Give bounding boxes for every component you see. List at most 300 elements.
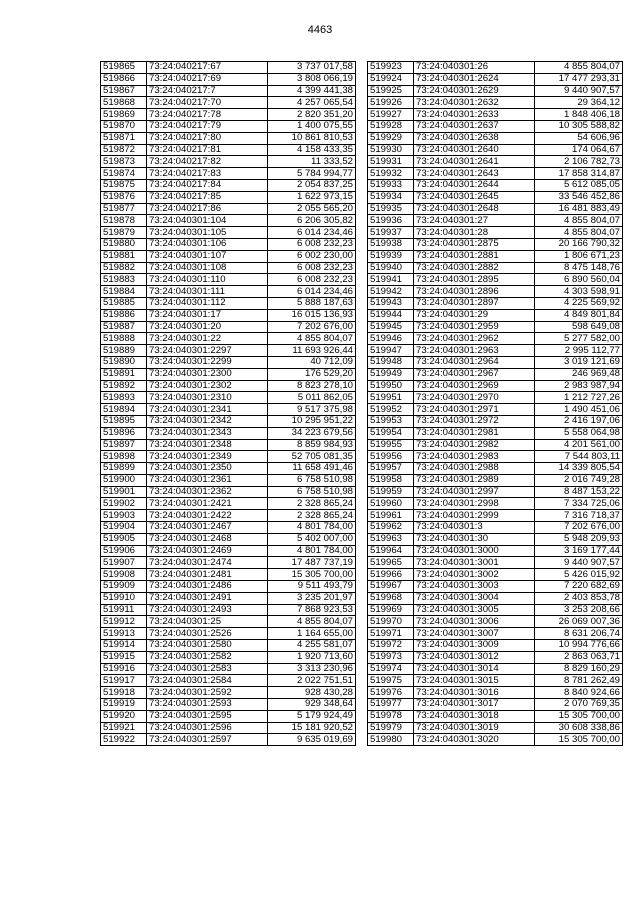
table-row (368, 73, 623, 85)
cadastral-number-cell: 73:24:040301:3012 (414, 651, 535, 663)
row-number-cell: 519884 (101, 286, 147, 298)
cadastral-number-cell: 73:24:040301:2896 (414, 286, 535, 298)
cadastral-number-cell: 73:24:040301:28 (414, 227, 535, 239)
cadastral-value-cell: 6 008 232,23 (268, 274, 356, 286)
cadastral-number-cell: 73:24:040301:2637 (414, 120, 535, 132)
cadastral-number-cell: 73:24:040301:3015 (414, 675, 535, 687)
row-number-cell: 519867 (101, 85, 147, 97)
cadastral-number-cell: 73:24:040301:30 (414, 533, 535, 545)
cadastral-value-cell: 4 201 561,00 (535, 439, 623, 451)
cadastral-value-cell: 15 305 700,00 (268, 569, 356, 581)
row-number-cell: 519919 (101, 699, 147, 711)
cadastral-number-cell: 73:24:040301:2967 (414, 368, 535, 380)
table-row (368, 215, 623, 227)
row-number-cell: 519980 (368, 734, 414, 746)
cadastral-number-cell: 73:24:040217:80 (147, 132, 268, 144)
row-number-cell: 519895 (101, 415, 147, 427)
cadastral-number-cell: 73:24:040301:2592 (147, 687, 268, 699)
cadastral-value-cell: 4 855 804,07 (268, 333, 356, 345)
cadastral-value-cell: 17 858 314,87 (535, 168, 623, 180)
cadastral-value-cell: 4 855 804,07 (535, 62, 623, 74)
table-row (101, 144, 356, 156)
cadastral-value-cell: 7 220 682,69 (535, 581, 623, 593)
cadastral-number-cell: 73:24:040301:2964 (414, 356, 535, 368)
cadastral-number-cell: 73:24:040217:67 (147, 62, 268, 74)
row-number-cell: 519925 (368, 85, 414, 97)
cadastral-value-cell: 15 181 920,52 (268, 722, 356, 734)
cadastral-number-cell: 73:24:040217:82 (147, 156, 268, 168)
row-number-cell: 519977 (368, 699, 414, 711)
cadastral-number-cell: 73:24:040301:2982 (414, 439, 535, 451)
row-number-cell: 519914 (101, 640, 147, 652)
table-row (368, 333, 623, 345)
table-row (368, 368, 623, 380)
table-row (101, 215, 356, 227)
cadastral-number-cell: 73:24:040301:2643 (414, 168, 535, 180)
row-number-cell: 519878 (101, 215, 147, 227)
table-row (101, 699, 356, 711)
table-row (101, 663, 356, 675)
row-number-cell: 519966 (368, 569, 414, 581)
registry-table-left-body (101, 62, 356, 746)
cadastral-value-cell: 7 334 725,06 (535, 498, 623, 510)
row-number-cell: 519871 (101, 132, 147, 144)
cadastral-value-cell: 2 328 865,24 (268, 498, 356, 510)
row-number-cell: 519911 (101, 604, 147, 616)
row-number-cell: 519961 (368, 510, 414, 522)
cadastral-number-cell: 73:24:040301:2997 (414, 486, 535, 498)
table-row (368, 451, 623, 463)
table-row (368, 592, 623, 604)
cadastral-value-cell: 17 487 737,19 (268, 557, 356, 569)
cadastral-value-cell: 11 658 491,46 (268, 463, 356, 475)
row-number-cell: 519970 (368, 616, 414, 628)
cadastral-number-cell: 73:24:040301:2644 (414, 179, 535, 191)
row-number-cell: 519916 (101, 663, 147, 675)
table-row (368, 663, 623, 675)
cadastral-number-cell: 73:24:040301:3006 (414, 616, 535, 628)
cadastral-number-cell: 73:24:040301:2342 (147, 415, 268, 427)
row-number-cell: 519944 (368, 309, 414, 321)
row-number-cell: 519906 (101, 545, 147, 557)
table-row (368, 581, 623, 593)
table-row (101, 734, 356, 746)
row-number-cell: 519887 (101, 321, 147, 333)
table-row (368, 474, 623, 486)
cadastral-number-cell: 73:24:040301:3005 (414, 604, 535, 616)
cadastral-number-cell: 73:24:040301:2963 (414, 345, 535, 357)
cadastral-number-cell: 73:24:040301:2983 (414, 451, 535, 463)
cadastral-number-cell: 73:24:040301:2493 (147, 604, 268, 616)
table-row (101, 380, 356, 392)
table-row (101, 427, 356, 439)
cadastral-number-cell: 73:24:040301:3 (414, 522, 535, 534)
row-number-cell: 519920 (101, 710, 147, 722)
table-row (368, 498, 623, 510)
table-row (101, 486, 356, 498)
row-number-cell: 519943 (368, 297, 414, 309)
registry-table-left (100, 61, 356, 746)
cadastral-value-cell: 34 223 679,56 (268, 427, 356, 439)
row-number-cell: 519932 (368, 168, 414, 180)
cadastral-value-cell: 16 481 883,49 (535, 203, 623, 215)
cadastral-value-cell: 4 801 784,00 (268, 522, 356, 534)
row-number-cell: 519972 (368, 640, 414, 652)
table-row (368, 569, 623, 581)
row-number-cell: 519886 (101, 309, 147, 321)
table-row (101, 545, 356, 557)
row-number-cell: 519936 (368, 215, 414, 227)
row-number-cell: 519942 (368, 286, 414, 298)
cadastral-value-cell: 8 859 984,93 (268, 439, 356, 451)
table-row (101, 616, 356, 628)
row-number-cell: 519928 (368, 120, 414, 132)
cadastral-number-cell: 73:24:040301:25 (147, 616, 268, 628)
cadastral-number-cell: 73:24:040301:2584 (147, 675, 268, 687)
cadastral-value-cell: 4 855 804,07 (535, 215, 623, 227)
cadastral-value-cell: 246 969,48 (535, 368, 623, 380)
cadastral-value-cell: 5 277 582,00 (535, 333, 623, 345)
cadastral-number-cell: 73:24:040301:2629 (414, 85, 535, 97)
row-number-cell: 519872 (101, 144, 147, 156)
row-number-cell: 519885 (101, 297, 147, 309)
cadastral-value-cell: 2 016 749,28 (535, 474, 623, 486)
row-number-cell: 519891 (101, 368, 147, 380)
table-row (368, 156, 623, 168)
table-row (368, 510, 623, 522)
table-row (368, 604, 623, 616)
cadastral-number-cell: 73:24:040301:2897 (414, 297, 535, 309)
cadastral-number-cell: 73:24:040301:107 (147, 250, 268, 262)
cadastral-number-cell: 73:24:040301:2526 (147, 628, 268, 640)
table-row (368, 734, 623, 746)
row-number-cell: 519963 (368, 533, 414, 545)
cadastral-value-cell: 8 840 924,66 (535, 687, 623, 699)
cadastral-value-cell: 4 849 801,84 (535, 309, 623, 321)
row-number-cell: 519892 (101, 380, 147, 392)
row-number-cell: 519889 (101, 345, 147, 357)
cadastral-number-cell: 73:24:040301:2882 (414, 262, 535, 274)
row-number-cell: 519960 (368, 498, 414, 510)
cadastral-number-cell: 73:24:040301:2421 (147, 498, 268, 510)
cadastral-value-cell: 1 622 973,15 (268, 191, 356, 203)
cadastral-number-cell: 73:24:040301:2895 (414, 274, 535, 286)
table-row (101, 168, 356, 180)
table-row (101, 120, 356, 132)
table-row (101, 156, 356, 168)
row-number-cell: 519968 (368, 592, 414, 604)
cadastral-number-cell: 73:24:040301:2972 (414, 415, 535, 427)
cadastral-number-cell: 73:24:040301:2469 (147, 545, 268, 557)
row-number-cell: 519890 (101, 356, 147, 368)
table-row (101, 321, 356, 333)
table-row (368, 250, 623, 262)
cadastral-number-cell: 73:24:040301:2361 (147, 474, 268, 486)
table-row (101, 439, 356, 451)
cadastral-value-cell: 6 014 234,46 (268, 227, 356, 239)
cadastral-value-cell: 3 019 121,69 (535, 356, 623, 368)
cadastral-number-cell: 73:24:040301:2641 (414, 156, 535, 168)
table-row (368, 286, 623, 298)
cadastral-value-cell: 2 070 769,35 (535, 699, 623, 711)
table-row (101, 238, 356, 250)
cadastral-value-cell: 2 328 865,24 (268, 510, 356, 522)
row-number-cell: 519918 (101, 687, 147, 699)
cadastral-value-cell: 40 712,09 (268, 356, 356, 368)
row-number-cell: 519939 (368, 250, 414, 262)
table-row (368, 297, 623, 309)
cadastral-number-cell: 73:24:040301:2486 (147, 581, 268, 593)
cadastral-value-cell: 2 106 782,73 (535, 156, 623, 168)
cadastral-value-cell: 2 820 351,20 (268, 109, 356, 121)
cadastral-number-cell: 73:24:040301:2970 (414, 392, 535, 404)
table-row (101, 73, 356, 85)
table-row (368, 97, 623, 109)
row-number-cell: 519865 (101, 62, 147, 74)
row-number-cell: 519893 (101, 392, 147, 404)
row-number-cell: 519931 (368, 156, 414, 168)
cadastral-number-cell: 73:24:040301:2875 (414, 238, 535, 250)
table-row (101, 592, 356, 604)
cadastral-number-cell: 73:24:040301:2350 (147, 463, 268, 475)
row-number-cell: 519929 (368, 132, 414, 144)
cadastral-number-cell: 73:24:040301:2597 (147, 734, 268, 746)
cadastral-value-cell: 8 475 148,76 (535, 262, 623, 274)
row-number-cell: 519967 (368, 581, 414, 593)
row-number-cell: 519959 (368, 486, 414, 498)
cadastral-number-cell: 73:24:040301:2971 (414, 404, 535, 416)
row-number-cell: 519979 (368, 722, 414, 734)
table-row (368, 356, 623, 368)
cadastral-value-cell: 5 426 015,92 (535, 569, 623, 581)
row-number-cell: 519952 (368, 404, 414, 416)
cadastral-value-cell: 598 649,08 (535, 321, 623, 333)
cadastral-number-cell: 73:24:040301:17 (147, 309, 268, 321)
cadastral-value-cell: 6 008 232,23 (268, 238, 356, 250)
row-number-cell: 519909 (101, 581, 147, 593)
table-row (368, 120, 623, 132)
table-row (368, 486, 623, 498)
cadastral-value-cell: 5 612 085,05 (535, 179, 623, 191)
cadastral-number-cell: 73:24:040301:2468 (147, 533, 268, 545)
table-row (368, 132, 623, 144)
cadastral-value-cell: 5 011 862,05 (268, 392, 356, 404)
cadastral-value-cell: 7 868 923,53 (268, 604, 356, 616)
cadastral-number-cell: 73:24:040301:3018 (414, 710, 535, 722)
row-number-cell: 519874 (101, 168, 147, 180)
table-row (368, 404, 623, 416)
cadastral-value-cell: 3 253 208,66 (535, 604, 623, 616)
cadastral-number-cell: 73:24:040217:79 (147, 120, 268, 132)
table-row (101, 451, 356, 463)
cadastral-value-cell: 30 608 338,86 (535, 722, 623, 734)
cadastral-value-cell: 4 855 804,07 (268, 616, 356, 628)
row-number-cell: 519954 (368, 427, 414, 439)
table-row (368, 640, 623, 652)
table-row (368, 616, 623, 628)
cadastral-number-cell: 73:24:040301:3020 (414, 734, 535, 746)
cadastral-number-cell: 73:24:040301:2638 (414, 132, 535, 144)
cadastral-value-cell: 1 806 671,23 (535, 250, 623, 262)
table-row (368, 191, 623, 203)
row-number-cell: 519907 (101, 557, 147, 569)
cadastral-value-cell: 1 400 075,55 (268, 120, 356, 132)
row-number-cell: 519958 (368, 474, 414, 486)
table-row (101, 191, 356, 203)
table-row (101, 463, 356, 475)
table-row (368, 203, 623, 215)
cadastral-number-cell: 73:24:040301:2580 (147, 640, 268, 652)
table-row (101, 675, 356, 687)
table-row (368, 227, 623, 239)
cadastral-value-cell: 8 829 160,29 (535, 663, 623, 675)
row-number-cell: 519927 (368, 109, 414, 121)
table-row (368, 62, 623, 74)
table-row (368, 144, 623, 156)
row-number-cell: 519951 (368, 392, 414, 404)
row-number-cell: 519969 (368, 604, 414, 616)
cadastral-value-cell: 8 487 153,22 (535, 486, 623, 498)
row-number-cell: 519896 (101, 427, 147, 439)
row-number-cell: 519945 (368, 321, 414, 333)
table-row (101, 474, 356, 486)
cadastral-value-cell: 9 517 375,98 (268, 404, 356, 416)
cadastral-number-cell: 73:24:040301:2881 (414, 250, 535, 262)
cadastral-value-cell: 16 015 136,93 (268, 309, 356, 321)
cadastral-value-cell: 29 364,12 (535, 97, 623, 109)
cadastral-value-cell: 6 758 510,98 (268, 486, 356, 498)
row-number-cell: 519915 (101, 651, 147, 663)
cadastral-number-cell: 73:24:040301:20 (147, 321, 268, 333)
table-row (101, 368, 356, 380)
table-row (368, 699, 623, 711)
cadastral-number-cell: 73:24:040301:111 (147, 286, 268, 298)
table-row (101, 522, 356, 534)
cadastral-number-cell: 73:24:040217:7 (147, 85, 268, 97)
cadastral-value-cell: 6 206 305,82 (268, 215, 356, 227)
cadastral-value-cell: 14 339 805,54 (535, 463, 623, 475)
table-row (368, 321, 623, 333)
table-row (101, 309, 356, 321)
table-row (368, 309, 623, 321)
row-number-cell: 519956 (368, 451, 414, 463)
row-number-cell: 519868 (101, 97, 147, 109)
table-row (368, 722, 623, 734)
row-number-cell: 519926 (368, 97, 414, 109)
row-number-cell: 519971 (368, 628, 414, 640)
table-row (368, 345, 623, 357)
cadastral-value-cell: 2 983 987,94 (535, 380, 623, 392)
cadastral-number-cell: 73:24:040301:2999 (414, 510, 535, 522)
row-number-cell: 519962 (368, 522, 414, 534)
cadastral-value-cell: 6 008 232,23 (268, 262, 356, 274)
table-row (101, 297, 356, 309)
cadastral-number-cell: 73:24:040301:106 (147, 238, 268, 250)
cadastral-value-cell: 10 994 776,66 (535, 640, 623, 652)
row-number-cell: 519888 (101, 333, 147, 345)
cadastral-value-cell: 3 737 017,58 (268, 62, 356, 74)
registry-table-right (367, 61, 623, 746)
cadastral-number-cell: 73:24:040301:26 (414, 62, 535, 74)
row-number-cell: 519917 (101, 675, 147, 687)
cadastral-value-cell: 5 784 994,77 (268, 168, 356, 180)
registry-table-right-body (368, 62, 623, 746)
cadastral-number-cell: 73:24:040301:2481 (147, 569, 268, 581)
cadastral-value-cell: 4 257 065,54 (268, 97, 356, 109)
table-row (368, 533, 623, 545)
cadastral-value-cell: 20 166 790,32 (535, 238, 623, 250)
table-row (101, 286, 356, 298)
row-number-cell: 519923 (368, 62, 414, 74)
row-number-cell: 519881 (101, 250, 147, 262)
cadastral-value-cell: 4 855 804,07 (535, 227, 623, 239)
cadastral-value-cell: 4 399 441,38 (268, 85, 356, 97)
table-row (368, 651, 623, 663)
row-number-cell: 519975 (368, 675, 414, 687)
row-number-cell: 519948 (368, 356, 414, 368)
cadastral-value-cell: 33 546 452,86 (535, 191, 623, 203)
cadastral-value-cell: 4 158 433,35 (268, 144, 356, 156)
cadastral-value-cell: 11 693 926,44 (268, 345, 356, 357)
cadastral-value-cell: 2 054 837,25 (268, 179, 356, 191)
table-row (101, 227, 356, 239)
cadastral-value-cell: 3 235 201,97 (268, 592, 356, 604)
table-row (368, 687, 623, 699)
cadastral-number-cell: 73:24:040217:84 (147, 179, 268, 191)
cadastral-value-cell: 2 863 063,71 (535, 651, 623, 663)
cadastral-value-cell: 174 064,67 (535, 144, 623, 156)
row-number-cell: 519921 (101, 722, 147, 734)
row-number-cell: 519930 (368, 144, 414, 156)
cadastral-number-cell: 73:24:040301:2341 (147, 404, 268, 416)
table-row (101, 722, 356, 734)
table-row (368, 415, 623, 427)
row-number-cell: 519873 (101, 156, 147, 168)
cadastral-value-cell: 5 888 187,63 (268, 297, 356, 309)
table-row (368, 179, 623, 191)
cadastral-number-cell: 73:24:040301:110 (147, 274, 268, 286)
table-row (101, 109, 356, 121)
row-number-cell: 519973 (368, 651, 414, 663)
table-row (368, 545, 623, 557)
row-number-cell: 519953 (368, 415, 414, 427)
table-row (101, 415, 356, 427)
cadastral-number-cell: 73:24:040301:3009 (414, 640, 535, 652)
row-number-cell: 519924 (368, 73, 414, 85)
row-number-cell: 519950 (368, 380, 414, 392)
table-row (101, 85, 356, 97)
table-row (101, 404, 356, 416)
cadastral-value-cell: 6 014 234,46 (268, 286, 356, 298)
cadastral-number-cell: 73:24:040301:3002 (414, 569, 535, 581)
cadastral-number-cell: 73:24:040301:2349 (147, 451, 268, 463)
row-number-cell: 519880 (101, 238, 147, 250)
row-number-cell: 519901 (101, 486, 147, 498)
table-row (101, 392, 356, 404)
cadastral-value-cell: 4 303 598,91 (535, 286, 623, 298)
row-number-cell: 519937 (368, 227, 414, 239)
row-number-cell: 519974 (368, 663, 414, 675)
row-number-cell: 519898 (101, 451, 147, 463)
cadastral-number-cell: 73:24:040301:3017 (414, 699, 535, 711)
cadastral-number-cell: 73:24:040301:3019 (414, 722, 535, 734)
cadastral-number-cell: 73:24:040301:2343 (147, 427, 268, 439)
cadastral-number-cell: 73:24:040301:2645 (414, 191, 535, 203)
row-number-cell: 519933 (368, 179, 414, 191)
cadastral-number-cell: 73:24:040301:2310 (147, 392, 268, 404)
cadastral-number-cell: 73:24:040301:2988 (414, 463, 535, 475)
cadastral-value-cell: 26 069 007,36 (535, 616, 623, 628)
